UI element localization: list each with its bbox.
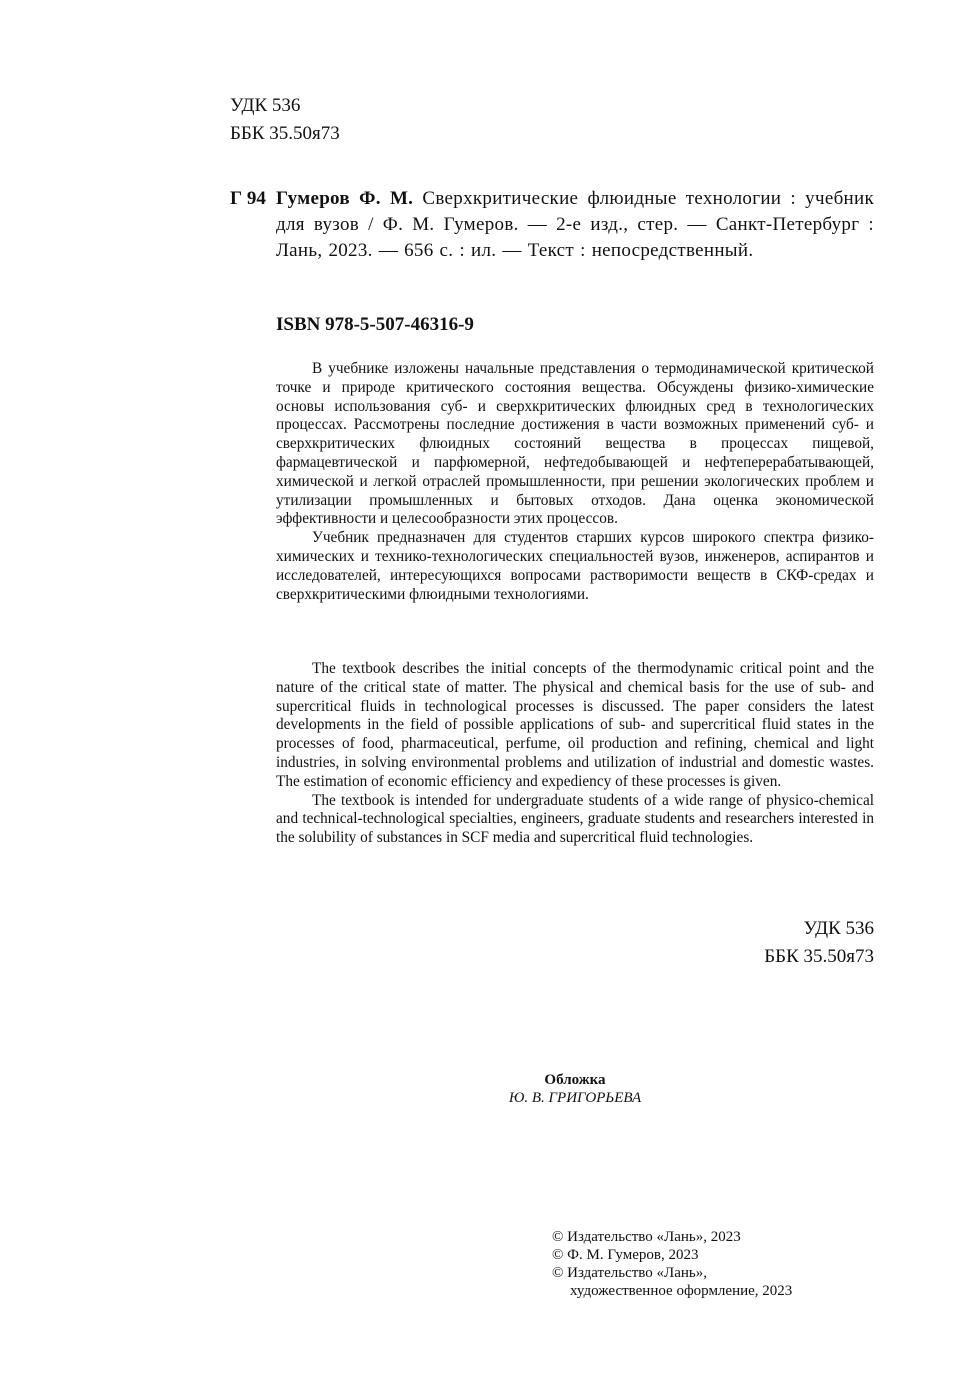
- bibliographic-description: [276, 186, 874, 264]
- author-name: Гумеров Ф. М.: [276, 188, 414, 209]
- cover-credit: [460, 1071, 690, 1107]
- footer-bbk-code: ББК 35.50я73: [764, 946, 874, 967]
- description-text: Сверхкритические флюидные технологии : учебник для вузов / Ф. М. Гумеров. — 2-е изд., стер. — Санкт-Петербург : Лань, 2023. — 656 с. : ил. — Текст : непосредственный.: [276, 188, 874, 261]
- copyright-line: © Издательство «Лань», 2023: [552, 1229, 741, 1245]
- abstract-english: [276, 660, 874, 848]
- footer-index-block: [764, 915, 874, 971]
- author-sign-code: Г 94: [230, 188, 266, 209]
- copyright-line: © Издательство «Лань»,: [552, 1265, 707, 1281]
- copyright-line: © Ф. М. Гумеров, 2023: [552, 1247, 699, 1263]
- cover-designer: Ю. В. ГРИГОРЬЕВА: [508, 1090, 642, 1106]
- abstract-ru-paragraph-2: Учебник предназначен для студентов старших курсов широкого спектра физико-химических и технико-технологических специальностей вузов, инженеров, аспирантов и исследователей, интересующихся вопросами растворимости веществ в СКФ-средах и сверхкритическими флюидными технологиями.: [276, 529, 874, 603]
- isbn: ISBN 978-5-507-46316-9: [276, 314, 474, 335]
- abstract-ru-paragraph-1: В учебнике изложены начальные представления о термодинамической критической точке и природе критического состояния вещества. Обсуждены физико-химические основы использования суб- и сверхкритических флюидных сред в технологических процессах. Рассмотрены последние достижения в части возможных применений суб- и сверхкритических флюидных состояний вещества в процессах пищевой, фармацевтической и парфюмерной, нефтедобывающей и нефтеперерабатывающей, химической и легкой отраслей промышленности, при решении экологических проблем и утилизации промышленных и бытовых отходов. Дана оценка экономической эффективности и целесообразности этих процессов.: [276, 360, 874, 528]
- footer-udk-code: УДК 536: [803, 918, 874, 939]
- bbk-code: ББК 35.50я73: [230, 123, 340, 144]
- abstract-en-paragraph-2: The textbook is intended for undergraduate students of a wide range of physico-chemical and technical-technological specialties, engineers, graduate students and researchers interested in the solubility of substances in SCF media and supercritical fluid technologies.: [276, 791, 874, 847]
- cover-label: Обложка: [544, 1072, 606, 1088]
- udk-code: УДК 536: [230, 95, 301, 116]
- header-index-block: [230, 92, 340, 148]
- abstract-russian: [276, 360, 874, 604]
- copyright-line: художественное оформление, 2023: [570, 1283, 793, 1299]
- abstract-en-paragraph-1: The textbook describes the initial concepts of the thermodynamic critical point and the nature of the critical state of matter. The physical and chemical basis for the use of sub- and supercritical fluids in technological processes is discussed. The paper considers the latest developments in the field of possible applications of sub- and supercritical fluid states in the processes of food, pharmaceutical, perfume, oil production and refining, chemical and light industries, in solving environmental problems and utilization of industrial and domestic wastes. The estimation of economic efficiency and expediency of these processes is given.: [276, 660, 874, 790]
- copyright-block: [552, 1228, 792, 1300]
